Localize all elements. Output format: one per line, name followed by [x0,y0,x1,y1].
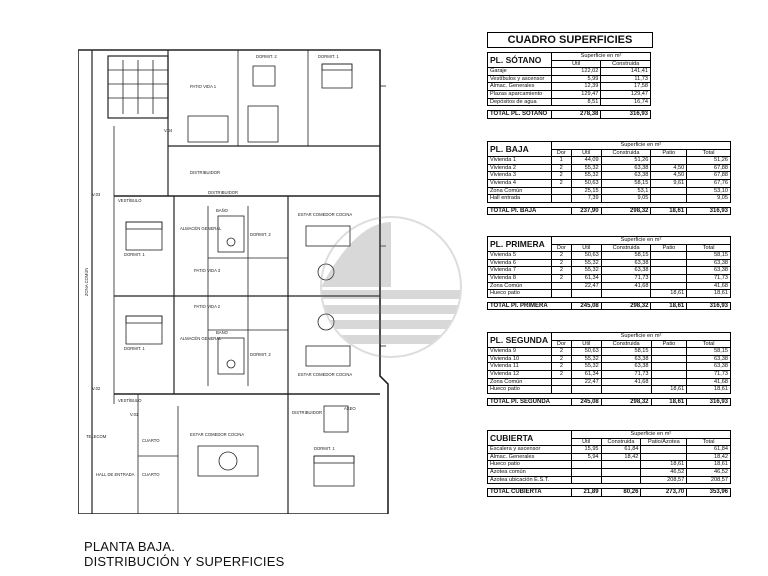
table-row: Vivienda 2 2 55,32 63,38 4,50 67,88 [488,164,731,172]
table-row: Vivienda 9 2 50,63 58,15 58,15 [488,348,731,356]
label-v04: V.04 [164,128,173,133]
table-row: Vivienda 12 2 61,34 71,73 71,73 [488,370,731,378]
table-row: Zona Común 22,47 41,68 41,68 [488,378,731,386]
sup-header: Superficie en m² [551,142,730,150]
label-patio1: PATIO VIDA 1 [190,84,217,89]
sup-header: Superficie en m² [551,333,730,341]
label-dorm1-top: DORMIT. 1 [318,54,339,59]
table-row: Vivienda 10 2 55,32 63,38 63,38 [488,355,731,363]
table-row: Vivienda 4 2 50,63 58,15 9,61 67,76 [488,179,731,187]
total-row: TOTAL Pl. PRIMERA 245,08 298,32 18,61 316,93 [488,302,731,310]
section-label: CUBIERTA [488,431,572,446]
table-row: Vivienda 6 2 55,32 63,38 63,38 [488,259,731,267]
table-row: Vivienda 7 2 55,32 63,38 63,38 [488,267,731,275]
label-vestibulo-b: VESTÍBULO [118,398,142,403]
label-dorm1-a: DORMIT. 1 [124,252,145,257]
col-header: Construida [601,60,651,68]
table-row: Azotea común 46,52 46,52 [488,468,731,476]
label-almacen-b: ALMACÉN GENERAL [180,336,222,341]
table-row: Garaje 122,02 141,41 [488,68,651,76]
section-label: PL. SEGUNDA [488,333,552,348]
table-segunda: PL. SEGUNDA Superficie en m² Dor Útil Construida Patio Total Vivienda 9 2 50,63 58,15 58,15 Vivienda 10 2 55,32 63,38 63,38 Vivienda 11 2 55,32 63,38 63,38 Vivienda 12 2 61,34 71,73 71,73 Zona Común 22,47 41,68 41,68 Hueco patio 18,61 18,61 TOTAL Pl. SEGUNDA 245,08 298,32 18,61 316,93 [487,332,731,406]
label-distribuidor-c: DISTRIBUIDOR [292,410,323,415]
table-cubierta: CUBIERTA Superficie en m² Útil Construida Patio/Azotea Total Escalera y ascensor 15,95 61,84 61,84 Almac. Generales 5,94 18,42 18,42 Hueco patio 18,61 18,61 Azotea común 46,52 46,52 Azotea ubicación E.S.T. 208,57 208,57 TOTAL CUBIERTA 21,89 80,26 273,70 353,96 [487,430,731,497]
label-bano-a: BAÑO [216,208,228,213]
table-row: Almac. Generales 12,39 17,58 [488,83,651,91]
total-row: TOTAL Pl. SEGUNDA 245,08 298,32 18,61 316,93 [488,398,731,406]
label-hall: HALL DE ENTRADA [96,472,135,477]
table-row: Hall entrada 7,39 9,05 9,05 [488,195,731,203]
table-row: Azotea ubicación E.S.T. 208,57 208,57 [488,476,731,484]
table-row: Depósitos de agua 8,51 16,74 [488,98,651,106]
label-aseo: ASEO [344,406,356,411]
table-row: Zona Común 22,47 41,68 41,68 [488,282,731,290]
label-distribuidor-b: DISTRIBUIDOR [208,190,239,195]
table-sotano [487,52,651,119]
col-header: Útil [551,60,600,68]
label-v02: V.02 [92,386,101,391]
label-dorm2-a: DORMIT. 2 [250,232,271,237]
label-zona-comun: ZONA COMÚN [84,267,89,296]
label-estar-a: ESTAR COMEDOR COCINA [298,212,353,217]
table-primera: PL. PRIMERA Superficie en m² Dor Útil Construida Patio Total Vivienda 5 2 50,63 58,15 58,15 Vivienda 6 2 55,32 63,38 63,38 Vivienda 7 2 55,32 63,38 63,38 Vivienda 8 2 61,34 71,73 71,73 Zona Común 22,47 41,68 41,68 Hueco patio 18,61 18,61 TOTAL Pl. PRIMERA 245,08 298,32 18,61 316,93 [487,236,731,310]
table-row: Hueco patio 18,61 18,61 [488,461,731,469]
section-label: PL. PRIMERA [488,237,552,252]
table-row: Plazas aparcamiento 129,47 129,47 [488,90,651,98]
label-telecom: TELECOM [86,434,107,439]
total-row: TOTAL Pl. BAJA 237,90 298,32 18,61 316,93 [488,207,731,215]
table-title: CUADRO SUPERFICIES [487,32,653,48]
total-row: TOTAL CUBIERTA 21,89 80,26 273,70 353,96 [488,489,731,497]
label-dorm1-b: DORMIT. 1 [124,346,145,351]
total-row: TOTAL PL. SÓTANO 278,38 316,93 [488,111,651,119]
watermark-logo [316,212,466,362]
label-estar-c: ESTAR COMEDOR COCINA [190,432,245,437]
label-dorm2-b: DORMIT. 2 [250,352,271,357]
label-cuarto-a: CUARTO [142,438,160,443]
label-estar-b: ESTAR COMEDOR COCINA [298,372,353,377]
label-v01: V.01 [130,412,139,417]
caption-line-2: DISTRIBUCIÓN Y SUPERFICIES [84,554,285,569]
sup-header: Superficie en m² [551,237,730,245]
table-row: Vivienda 5 2 50,63 58,15 58,15 [488,252,731,260]
label-patio2: PATIO VIDA 2 [194,304,221,309]
table-row: Escalera y ascensor 15,95 61,84 61,84 [488,446,731,454]
table-row: Almac. Generales 5,94 18,42 18,42 [488,453,731,461]
table-row: Vivienda 8 2 61,34 71,73 71,73 [488,274,731,282]
label-patio3: PATIO VIDA 3 [194,268,221,273]
caption-line-1: PLANTA BAJA. [84,539,176,554]
sup-header: Superficie en m² [551,53,650,61]
label-distribuidor-a: DISTRIBUIDOR [190,170,221,175]
label-cuarto-b: CUARTO [142,472,160,477]
table-baja: PL. BAJA Superficie en m² Dor Útil Construida Patio Total Vivienda 1 1 44,09 51,26 51,26 Vivienda 2 2 55,32 63,38 4,50 67,88 Vivienda 3 2 55,32 63,38 4,50 67,88 Vivienda 4 2 50,63 58,15 9,61 67,76 Zona Común 25,15 53,1 53,10 Hall entrada 7,39 9,05 9,05 TOTAL Pl. BAJA 237,90 298,32 18,61 316,93 [487,141,731,215]
table-row: Hueco patio 18,61 18,61 [488,290,731,298]
plan-caption [84,539,284,569]
section-label: PL. SÓTANO [488,53,552,68]
table-row: Vivienda 1 1 44,09 51,26 51,26 [488,157,731,165]
table-row: Vivienda 11 2 55,32 63,38 63,38 [488,363,731,371]
table-row: Hueco patio 18,61 18,61 [488,386,731,394]
sup-header: Superficie en m² [571,431,730,439]
section-label: PL. BAJA [488,142,552,157]
label-bano-b: BAÑO [216,330,228,335]
label-vestibulo-a: VESTÍBULO [118,198,142,203]
label-dorm2-top: DORMIT. 2 [256,54,277,59]
label-v03: V.03 [92,192,101,197]
table-row: Vivienda 3 2 55,32 63,38 4,50 67,88 [488,172,731,180]
label-almacen-a: ALMACÉN GENERAL [180,226,222,231]
table-row: Zona Común 25,15 53,1 53,10 [488,187,731,195]
label-dorm1-c: DORMIT. 1 [314,446,335,451]
table-row: Vestíbulos y ascensor 5,99 11,73 [488,75,651,83]
